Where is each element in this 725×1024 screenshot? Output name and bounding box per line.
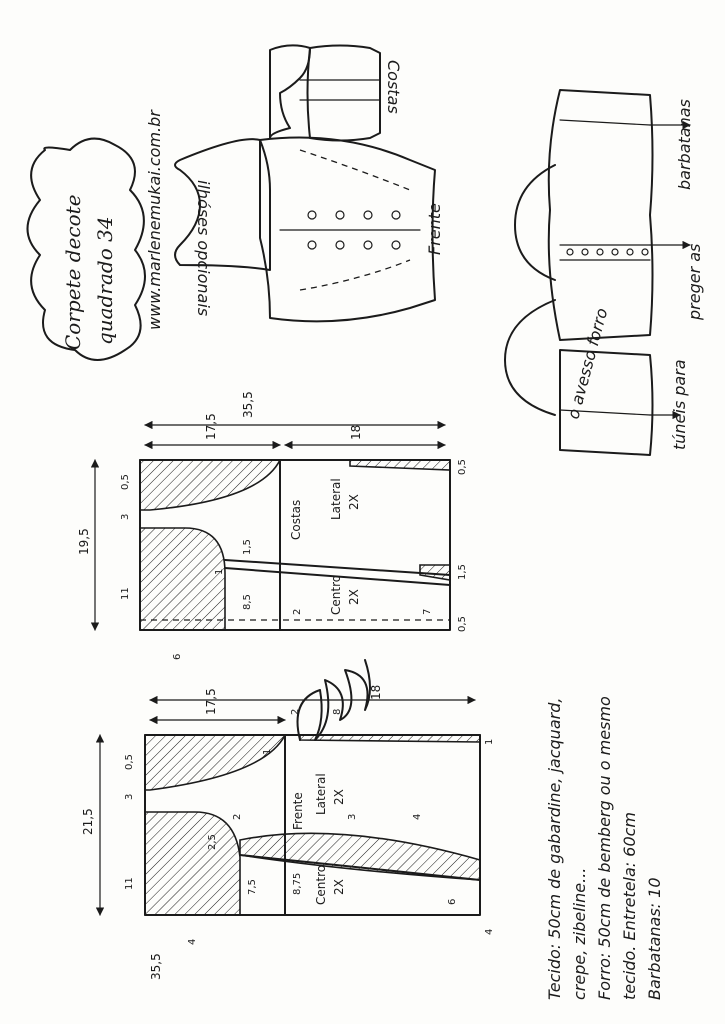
back-side-label: Lateral <box>329 478 343 520</box>
back-dim-7: 7 <box>422 608 433 615</box>
back-dim-1-5-b: 1,5 <box>457 564 468 580</box>
front-side-label: Lateral <box>314 773 328 815</box>
front-dim-3-b: 3 <box>347 813 358 820</box>
material-line-2: crepe, zibeline... <box>570 867 589 1000</box>
front-dim-2-5: 2,5 <box>207 834 218 850</box>
material-line-3: Forro: 50cm de bemberg ou o mesmo <box>595 696 614 1000</box>
front-sketch <box>175 138 444 322</box>
front-pattern <box>81 685 495 980</box>
back-dim-6: 6 <box>172 653 183 660</box>
front-dim-4-b: 4 <box>412 813 423 820</box>
back-dim-0-5-b: 0,5 <box>457 459 468 475</box>
back-dim-18: 18 <box>349 424 363 440</box>
front-dim-4: 4 <box>187 938 198 945</box>
front-dim-2-c: 2 <box>232 813 243 820</box>
front-dim-3: 3 <box>124 793 135 800</box>
front-dim-11: 11 <box>124 877 135 890</box>
lining-inside-label: o avesso forro <box>563 306 612 422</box>
material-line-5: Barbatanas: 10 <box>645 877 664 1000</box>
front-dim-18: 18 <box>369 684 383 700</box>
back-dim-35-5: 35,5 <box>241 391 255 418</box>
back-side-count: 2X <box>347 494 361 510</box>
back-center-label: Centro <box>329 574 343 615</box>
front-center-label: Centro <box>314 864 328 905</box>
back-dim-0-5-c: 0,5 <box>457 616 468 632</box>
optional-eyelets-note: ilhóses opcionais <box>194 180 213 317</box>
front-panel-label: Frente <box>291 792 305 830</box>
front-dim-2: 2 <box>290 708 301 715</box>
front-label: Frente <box>425 203 444 255</box>
front-center-count: 2X <box>332 879 346 895</box>
material-line-4: tecido. Entretela: 60cm <box>620 811 639 1000</box>
back-dim-2: 2 <box>292 608 303 615</box>
front-dim-21-5: 21,5 <box>81 808 95 835</box>
back-dim-1-5: 1,5 <box>242 539 253 555</box>
front-dim-8-75: 8,75 <box>292 872 303 895</box>
boning-label-top: barbatanas <box>675 99 694 190</box>
title-line-1: Corpete decote <box>61 194 85 350</box>
back-sketch <box>270 45 403 140</box>
front-side-count: 2X <box>332 789 346 805</box>
front-dim-7-5: 7,5 <box>247 879 258 895</box>
title-line-2: quadrado 34 <box>93 216 117 345</box>
back-pattern <box>77 391 468 660</box>
back-dim-3: 3 <box>120 513 131 520</box>
front-dim-17-5: 17,5 <box>204 688 218 715</box>
back-center-count: 2X <box>347 589 361 605</box>
back-dim-11: 11 <box>120 587 131 600</box>
lining-sketch <box>505 90 704 455</box>
front-dim-0-5: 0,5 <box>124 754 135 770</box>
material-line-1: Tecido: 50cm de gabardine, jacquard, <box>545 697 564 1000</box>
pleat-label: preger as <box>685 243 704 320</box>
back-dim-0-5: 0,5 <box>120 474 131 490</box>
back-dim-8-5: 8,5 <box>242 594 253 610</box>
tunnel-label: túneis para <box>670 359 689 450</box>
front-dim-8: 8 <box>332 708 343 715</box>
front-dim-35-5: 35,5 <box>149 953 163 980</box>
website-url: www.marlenemukai.com.br <box>145 110 164 330</box>
front-dim-6: 6 <box>447 898 458 905</box>
back-dim-17-5: 17,5 <box>204 413 218 440</box>
front-dim-4-c: 4 <box>484 928 495 935</box>
materials-notes <box>545 696 664 1000</box>
title-cloud <box>28 139 146 360</box>
back-panel-label: Costas <box>289 499 303 540</box>
back-label: Costas <box>384 60 403 114</box>
front-dim-1: 1 <box>484 738 495 745</box>
front-dim-1-b: 1 <box>262 748 273 755</box>
back-dim-19-5: 19,5 <box>77 528 91 555</box>
back-dim-1: 1 <box>214 568 225 575</box>
